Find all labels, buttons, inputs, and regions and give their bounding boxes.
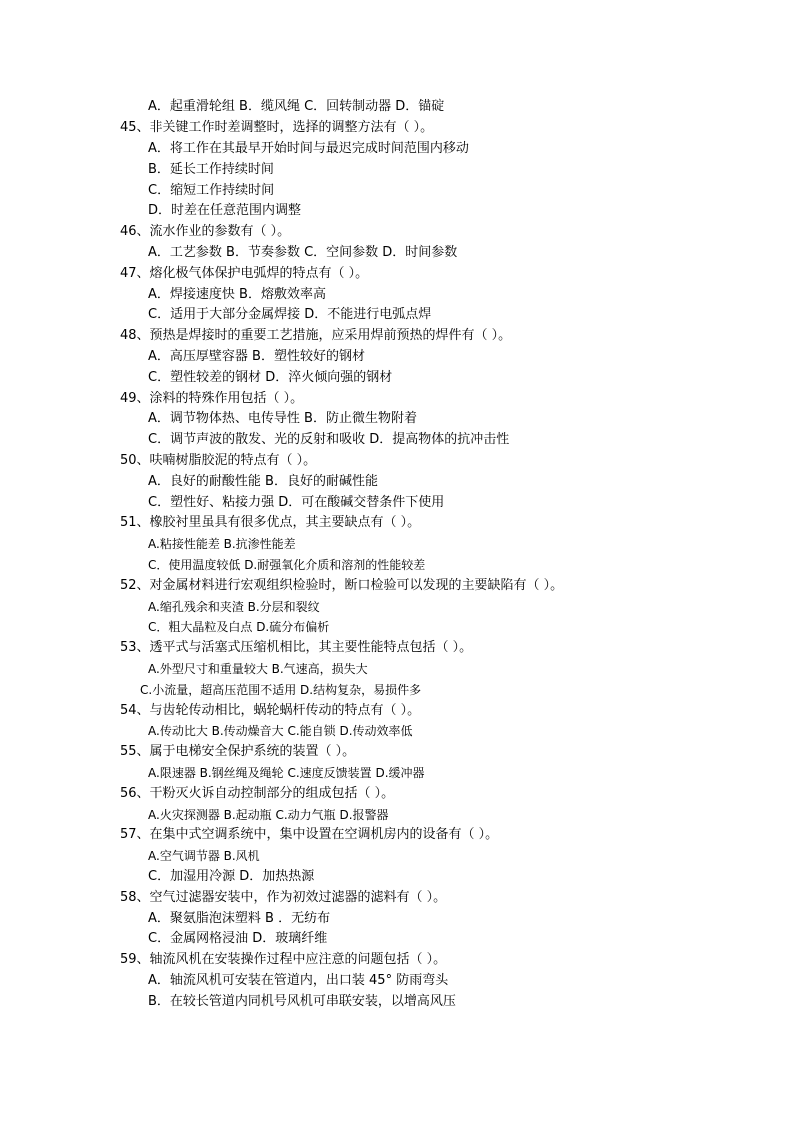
- question-47: 47、熔化极气体保护电弧焊的特点有（ ）。: [120, 266, 369, 281]
- option-line: A.空气调节器 B.风机: [148, 849, 260, 863]
- option-line: C．粗大晶粒及白点 D.硫分布偏析: [148, 620, 330, 634]
- option-line: C．缩短工作持续时间: [148, 183, 275, 198]
- option-line: A．聚氨脂泡沫塑料 B ．无纺布: [148, 911, 331, 926]
- option-line: A.火灾探测器 B.起动瓶 C.动力气瓶 D.报警器: [148, 808, 389, 822]
- option-line: A．将工作在其最早开始时间与最迟完成时间范围内移动: [148, 141, 469, 156]
- option-line: A．高压厚壁容器 B．塑性较好的钢材: [148, 349, 365, 364]
- question-53: 53、透平式与活塞式压缩机相比，其主要性能特点包括（ ）。: [120, 640, 473, 655]
- option-line: C．塑性较差的钢材 D．淬火倾向强的钢材: [148, 370, 393, 385]
- option-line: A．起重滑轮组 B．缆风绳 C．回转制动器 D．锚碇: [148, 99, 445, 114]
- question-57: 57、在集中式空调系统中，集中设置在空调机房内的设备有（ ）。: [120, 827, 499, 842]
- option-line: A．焊接速度快 B．熔敷效率高: [148, 287, 326, 302]
- question-45: 45、非关键工作时差调整时，选择的调整方法有（ ）。: [120, 120, 434, 135]
- option-line: C．金属网格浸油 D．玻璃纤维: [148, 931, 328, 946]
- option-line: A．调节物体热、电传导性 B．防止微生物附着: [148, 411, 417, 426]
- option-line: A．工艺参数 B．节奏参数 C．空间参数 D．时间参数: [148, 245, 458, 260]
- question-52: 52、对金属材料进行宏观组织检验时，断口检验可以发现的主要缺陷有（ ）。: [120, 578, 564, 593]
- option-line: A.限速器 B.钢丝绳及绳轮 C.速度反馈装置 D.缓冲器: [148, 766, 425, 780]
- option-line: C.小流量，超高压范围不适用 D.结构复杂，易损件多: [140, 683, 422, 697]
- option-line: A.缩孔残余和夹渣 B.分层和裂纹: [148, 600, 320, 614]
- option-line: C．适用于大部分金属焊接 D．不能进行电弧点焊: [148, 307, 432, 322]
- option-line: B．延长工作持续时间: [148, 162, 274, 177]
- option-line: B．在较长管道内同机号风机可串联安装，以增高风压: [148, 994, 456, 1009]
- question-51: 51、橡胶衬里虽具有很多优点，其主要缺点有（ ）。: [120, 515, 421, 530]
- option-line: C．调节声波的散发、光的反射和吸收 D．提高物体的抗冲击性: [148, 432, 510, 447]
- option-line: D．时差在任意范围内调整: [148, 203, 302, 218]
- question-50: 50、呋喃树脂胶泥的特点有（ ）。: [120, 453, 317, 468]
- question-59: 59、轴流风机在安装操作过程中应注意的问题包括（ ）。: [120, 952, 447, 967]
- option-line: C．塑性好、粘接力强 D．可在酸碱交替条件下使用: [148, 495, 445, 510]
- question-56: 56、干粉灭火诉自动控制部分的组成包括（ ）。: [120, 786, 395, 801]
- question-48: 48、预热是焊接时的重要工艺措施，应采用焊前预热的焊件有（ ）。: [120, 328, 512, 343]
- question-54: 54、与齿轮传动相比，蜗轮蜗杆传动的特点有（ ）。: [120, 703, 421, 718]
- question-46: 46、流水作业的参数有（ ）。: [120, 224, 291, 239]
- question-49: 49、涂料的特殊作用包括（ ）。: [120, 391, 304, 406]
- option-line: C．使用温度较低 D.耐强氧化介质和溶剂的性能较差: [148, 558, 426, 572]
- option-line: A.粘接性能差 B.抗渗性能差: [148, 537, 296, 551]
- option-line: A．良好的耐酸性能 B．良好的耐碱性能: [148, 474, 378, 489]
- option-line: A.传动比大 B.传动燥音大 C.能自锁 D.传动效率低: [148, 724, 413, 738]
- question-55: 55、属于电梯安全保护系统的装置（ ）。: [120, 744, 356, 759]
- question-58: 58、空气过滤器安装中，作为初效过滤器的滤料有（ ）。: [120, 890, 447, 905]
- option-line: A.外型尺寸和重量较大 B.气速高，损失大: [148, 662, 368, 676]
- option-line: A．轴流风机可安装在管道内，出口装 45° 防雨弯头: [148, 973, 449, 988]
- option-line: C．加湿用冷源 D．加热热源: [148, 869, 315, 884]
